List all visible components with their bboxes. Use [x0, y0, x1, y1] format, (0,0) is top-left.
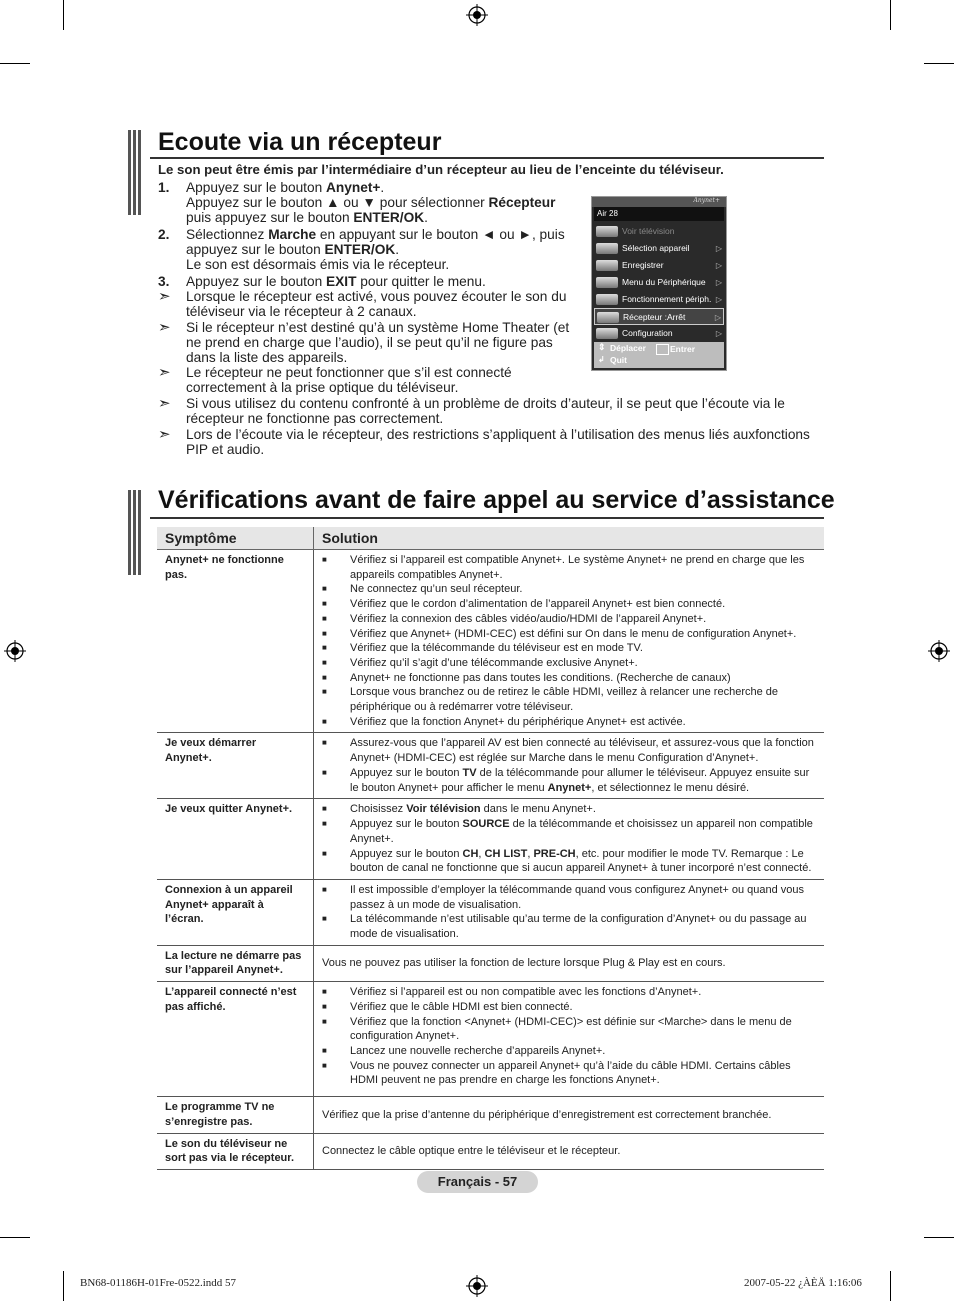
move-icon: ⇕: [598, 342, 606, 352]
crop-mark: [63, 0, 64, 30]
note-arrow-icon: ➣: [158, 319, 171, 336]
solution-item: ■ Anynet+ ne fonctionne pas dans toutes les conditions. (Recherche de canaux): [322, 671, 816, 686]
note-arrow-icon: ➣: [158, 395, 171, 412]
chevron-right-icon: ▷: [714, 313, 721, 322]
channel-bar: Air 28: [594, 207, 724, 221]
symptom-header: Symptôme: [157, 527, 314, 550]
device-icon: [597, 312, 619, 323]
enter-icon: [656, 344, 669, 355]
step-text: Appuyez sur le bouton EXIT pour quitter le menu.: [186, 274, 486, 289]
solution-item: ■ Vérifiez que le cordon d’alimentation de l’appareil Anynet+ est bien connecté.: [322, 597, 816, 612]
symptom-cell: Le son du téléviseur ne sort pas via le récepteur.: [157, 1133, 314, 1169]
table-row: [157, 799, 824, 880]
page-number: Français - 57: [417, 1171, 538, 1193]
section-rule: [150, 157, 824, 159]
solution-item: ■ Vérifiez si l’appareil est compatible Anynet+. Le système Anynet+ ne prend en charge que les appareils compatibles Anynet+.: [322, 553, 816, 582]
chevron-right-icon: ▷: [715, 244, 722, 253]
crop-mark: [924, 63, 954, 64]
chevron-right-icon: ▷: [715, 261, 722, 270]
solution-cell: Vous ne pouvez pas utiliser la fonction de lecture lorsque Plug & Play est en cours.: [314, 945, 825, 981]
symptom-cell: L’appareil connecté n’est pas affiché.: [157, 982, 314, 1097]
symptom-cell: La lecture ne démarre pas sur l’appareil Anynet+.: [157, 945, 314, 981]
footer-enter: Entrer: [670, 344, 696, 354]
date-slug: 2007-05-22 ¿ÀÈÄ 1:16:06: [744, 1277, 862, 1289]
footer-move: Déplacer: [610, 343, 646, 353]
chevron-right-icon: ▷: [715, 329, 722, 338]
solution-item: ■ La télécommande n’est utilisable qu’au terme de la configuration d’Anynet+ ou du passage au mode de visualisation.: [322, 912, 816, 941]
symptom-cell: Anynet+ ne fonctionne pas.: [157, 550, 314, 733]
solution-cell: Vérifiez que la prise d’antenne du périphérique d’enregistrement est correctement branchée.: [314, 1097, 825, 1133]
device-icon: [596, 243, 618, 254]
solution-item: ■ Lorsque vous branchez ou de retirez le câble HDMI, veillez à relancer une recherche de périphérique ou à redémarrer votre téléviseur.: [322, 685, 816, 714]
solution-cell: [314, 982, 825, 1097]
menu-header: [592, 197, 726, 207]
step-text: Sélectionnez Marche en appuyant sur le bouton ◄ ou ►, puis appuyez sur le bouton ENTER/OK. Le son est désormais émis via le récepteur.: [186, 227, 565, 272]
registration-mark-icon: [466, 4, 488, 26]
crop-mark: [924, 1237, 954, 1238]
solution-item: ■ Vérifiez que la télécommande du téléviseur est en mode TV.: [322, 641, 816, 656]
step-number: 1.: [158, 180, 170, 195]
solution-cell: [314, 733, 825, 799]
device-icon: [596, 260, 618, 271]
step-number: 3.: [158, 274, 170, 289]
section-title: Vérifications avant de faire appel au service d’assistance: [158, 486, 835, 514]
device-icon: [596, 294, 618, 305]
symptom-cell: Je veux quitter Anynet+.: [157, 799, 314, 880]
solution-cell: [314, 799, 825, 880]
menu-item[interactable]: [594, 223, 724, 240]
step-text: Appuyez sur le bouton Anynet+. Appuyez sur le bouton ▲ ou ▼ pour sélectionner Récepteur puis appuyez sur le bouton ENTER/OK.: [186, 180, 556, 225]
device-icon: [596, 328, 618, 339]
anynet-menu-screenshot: [591, 196, 727, 371]
file-slug: BN68-01186H-01Fre-0522.indd 57: [80, 1277, 237, 1289]
table-row: [157, 1097, 824, 1133]
registration-mark-icon: [928, 640, 950, 662]
menu-item[interactable]: [594, 240, 724, 257]
solution-cell: [314, 550, 825, 733]
note-text: Lorsque le récepteur est activé, vous pouvez écouter le son du téléviseur via le récepteur à 2 canaux.: [186, 289, 567, 319]
solution-item: ■ Vérifiez que la fonction <Anynet+ (HDMI-CEC)> est définie sur <Marche> dans le menu de configuration Anynet+.: [322, 1015, 816, 1044]
solution-item: ■ Vérifiez la connexion des câbles vidéo/audio/HDMI de l’appareil Anynet+.: [322, 612, 816, 627]
chevron-right-icon: ▷: [715, 295, 722, 304]
crop-mark: [63, 1271, 64, 1301]
table-row: [157, 550, 824, 733]
solution-header: Solution: [314, 527, 825, 550]
menu-item[interactable]: [594, 274, 724, 291]
menu-item[interactable]: [594, 325, 724, 342]
menu-item-label: Fonctionnement périph.: [622, 294, 712, 304]
chevron-right-icon: ▷: [715, 278, 722, 287]
note-arrow-icon: ➣: [158, 364, 171, 381]
crop-mark: [890, 0, 891, 30]
solution-item: ■ Choisissez Voir télévision dans le menu Anynet+.: [322, 802, 816, 817]
menu-item-label: Sélection appareil: [622, 243, 690, 253]
footer-quit: Quit: [610, 355, 627, 365]
menu-item-label: Voir télévision: [622, 226, 675, 236]
table-row: [157, 879, 824, 945]
menu-item-label: Menu du Périphérique: [622, 277, 706, 287]
note-text: Si vous utilisez du contenu confronté à un problème de droits d’auteur, il se peut que l’écoute via le récepteur ne fonctionne pas correctement.: [186, 396, 785, 426]
crop-mark: [0, 63, 30, 64]
troubleshooting-table: [157, 527, 824, 1170]
intro-text: Le son peut être émis par l’intermédiaire d’un récepteur au lieu de l’enceinte du téléviseur.: [158, 162, 724, 177]
solution-item: ■ Lancez une nouvelle recherche d’appareils Anynet+.: [322, 1044, 816, 1059]
table-row: [157, 945, 824, 981]
section-title: Ecoute via un récepteur: [158, 128, 442, 156]
solution-item: ■ Ne connectez qu’un seul récepteur.: [322, 582, 816, 597]
symptom-cell: Connexion à un appareil Anynet+ apparaît à l’écran.: [157, 879, 314, 945]
section-bar: [128, 490, 142, 575]
solution-item: ■ Vérifiez que la fonction Anynet+ du périphérique Anynet+ est activée.: [322, 715, 816, 730]
crop-mark: [890, 1271, 891, 1301]
anynet-logo: Anynet+: [693, 197, 720, 204]
note-text: Le récepteur ne peut fonctionner que s’il est connecté correctement à la prise optique du téléviseur.: [186, 365, 512, 395]
table-row: [157, 982, 824, 1097]
note-arrow-icon: ➣: [158, 426, 171, 443]
menu-item-label: Enregistrer: [622, 260, 664, 270]
menu-footer: [594, 342, 724, 368]
solution-item: ■ Assurez-vous que l’appareil AV est bien connecté au téléviseur, et assurez-vous que la fonction Anynet+ (HDMI-CEC) est réglée sur Marche dans le menu Configuration d’Anynet+.: [322, 736, 816, 765]
note-text: Si le récepteur n’est destiné qu’à un système Home Theater (et ne prend en charge que l’audio), il se peut qu’il ne figure pas dans la liste des appareils.: [186, 320, 570, 365]
solution-cell: [314, 879, 825, 945]
menu-item-label: Configuration: [622, 328, 673, 338]
registration-mark-icon: [4, 640, 26, 662]
device-icon: [596, 277, 618, 288]
device-icon: [596, 226, 618, 237]
solution-item: ■ Vous ne pouvez connecter un appareil Anynet+ qu’à l’aide du câble HDMI. Certains câbles HDMI peuvent ne pas prendre en charge les fonctions Anynet+.: [322, 1059, 816, 1088]
step-number: 2.: [158, 227, 170, 242]
quit-icon: ↲: [598, 355, 605, 364]
symptom-cell: Je veux démarrer Anynet+.: [157, 733, 314, 799]
menu-item[interactable]: [594, 308, 724, 325]
solution-item: ■ Vérifiez qu’il s’agit d’une télécommande exclusive Anynet+.: [322, 656, 816, 671]
section-rule: [150, 517, 824, 519]
solution-item: ■ Vérifiez si l’appareil est ou non compatible avec les fonctions d’Anynet+.: [322, 985, 816, 1000]
crop-mark: [0, 1237, 30, 1238]
solution-item: ■ Appuyez sur le bouton CH, CH LIST, PRE-CH, etc. pour modifier le mode TV. Remarque : Le bouton de canal ne fonctionne que si aucun appareil Anynet+ à tuner incorporé n’est connecté.: [322, 847, 816, 876]
menu-item-label: Récepteur :Arrêt: [623, 312, 686, 322]
solution-item: ■ Appuyez sur le bouton SOURCE de la télécommande et choisissez un appareil non compatible Anynet+.: [322, 817, 816, 846]
solution-item: ■ Appuyez sur le bouton TV de la télécommande pour allumer le téléviseur. Appuyez ensuite sur le bouton Anynet+ pour afficher le menu Anynet+, et sélectionnez le menu désiré.: [322, 766, 816, 795]
registration-mark-icon: [466, 1275, 488, 1297]
solution-item: ■ Il est impossible d’employer la télécommande quand vous configurez Anynet+ ou quand vous passez à un mode de visualisation.: [322, 883, 816, 912]
solution-cell: Connectez le câble optique entre le téléviseur et le récepteur.: [314, 1133, 825, 1169]
note-arrow-icon: ➣: [158, 288, 171, 305]
solution-item: ■ Vérifiez que Anynet+ (HDMI-CEC) est défini sur On dans le menu de configuration Anynet+.: [322, 627, 816, 642]
symptom-cell: Le programme TV ne s’enregistre pas.: [157, 1097, 314, 1133]
note-text: Lors de l’écoute via le récepteur, des restrictions s’appliquent à l’utilisation des menus liés auxfonctions PIP et audio.: [186, 427, 810, 457]
menu-item[interactable]: [594, 291, 724, 308]
table-row: [157, 1133, 824, 1169]
section-bar: [128, 130, 142, 215]
menu-item[interactable]: [594, 257, 724, 274]
solution-item: ■ Vérifiez que le câble HDMI est bien connecté.: [322, 1000, 816, 1015]
table-row: [157, 733, 824, 799]
